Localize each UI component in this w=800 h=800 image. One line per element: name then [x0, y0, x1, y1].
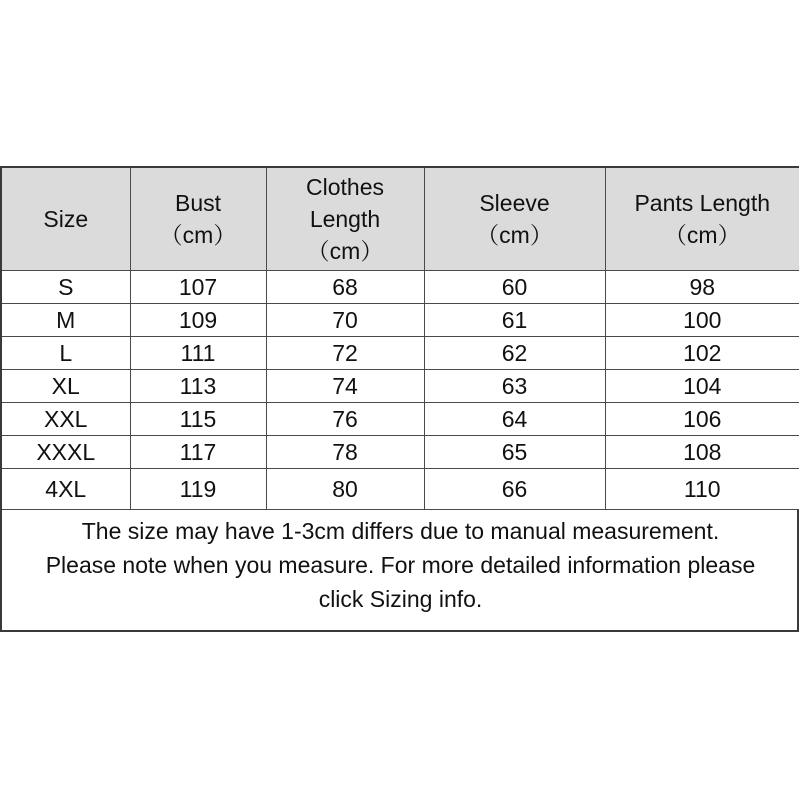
cell-clothes-length: 70: [266, 304, 424, 337]
measurement-note: [2, 514, 799, 616]
cell-pants-length: 100: [605, 304, 799, 337]
cell-pants-length: 98: [605, 271, 799, 304]
cell-pants-length: 110: [605, 469, 799, 510]
size-chart: [0, 166, 799, 632]
header-pants-length-label: Pants Length: [634, 190, 771, 216]
table-row: [2, 436, 799, 469]
cell-clothes-length: 76: [266, 403, 424, 436]
cell-clothes-length: 68: [266, 271, 424, 304]
header-bust-label: Bust: [174, 190, 222, 216]
table-row: [2, 469, 799, 510]
table-row: [2, 403, 799, 436]
header-clothes-length-label-1: Clothes: [306, 174, 384, 200]
cell-size: S: [2, 271, 130, 304]
note-line-3: click Sizing info.: [318, 586, 483, 612]
size-table: [2, 168, 799, 510]
cell-clothes-length: 74: [266, 370, 424, 403]
cell-sleeve: 62: [424, 337, 605, 370]
header-pants-length-unit: （cm）: [663, 222, 741, 248]
cell-clothes-length: 72: [266, 337, 424, 370]
cell-clothes-length: 78: [266, 436, 424, 469]
header-clothes-length-unit: （cm）: [306, 238, 384, 264]
header-bust-unit: （cm）: [159, 222, 237, 248]
cell-bust: 111: [130, 337, 266, 370]
header-sleeve-unit: （cm）: [476, 222, 553, 248]
cell-bust: 113: [130, 370, 266, 403]
cell-size: XXXL: [2, 436, 130, 469]
cell-size: XL: [2, 370, 130, 403]
header-row: [2, 168, 799, 271]
header-pants-length: [605, 168, 799, 271]
header-clothes-length: [266, 168, 424, 271]
header-sleeve: [424, 168, 605, 271]
cell-size: XXL: [2, 403, 130, 436]
table-row: [2, 337, 799, 370]
cell-pants-length: 102: [605, 337, 799, 370]
note-line-1: The size may have 1-3cm differs due to manual measurement.: [81, 518, 720, 544]
cell-sleeve: 61: [424, 304, 605, 337]
table-row: [2, 271, 799, 304]
cell-sleeve: 63: [424, 370, 605, 403]
cell-sleeve: 65: [424, 436, 605, 469]
header-size-label: Size: [43, 206, 89, 232]
cell-pants-length: 106: [605, 403, 799, 436]
header-clothes-length-label-2: Length: [309, 206, 381, 232]
cell-sleeve: 60: [424, 271, 605, 304]
cell-bust: 115: [130, 403, 266, 436]
cell-sleeve: 66: [424, 469, 605, 510]
cell-pants-length: 104: [605, 370, 799, 403]
cell-size: 4XL: [2, 469, 130, 510]
cell-size: L: [2, 337, 130, 370]
cell-pants-length: 108: [605, 436, 799, 469]
note-line-2: Please note when you measure. For more detailed information please: [45, 552, 756, 578]
table-row: [2, 304, 799, 337]
cell-sleeve: 64: [424, 403, 605, 436]
cell-clothes-length: 80: [266, 469, 424, 510]
cell-bust: 109: [130, 304, 266, 337]
header-size: [2, 168, 130, 271]
table-row: [2, 370, 799, 403]
cell-bust: 117: [130, 436, 266, 469]
cell-bust: 107: [130, 271, 266, 304]
cell-size: M: [2, 304, 130, 337]
header-bust: [130, 168, 266, 271]
header-sleeve-label: Sleeve: [479, 190, 550, 216]
cell-bust: 119: [130, 469, 266, 510]
